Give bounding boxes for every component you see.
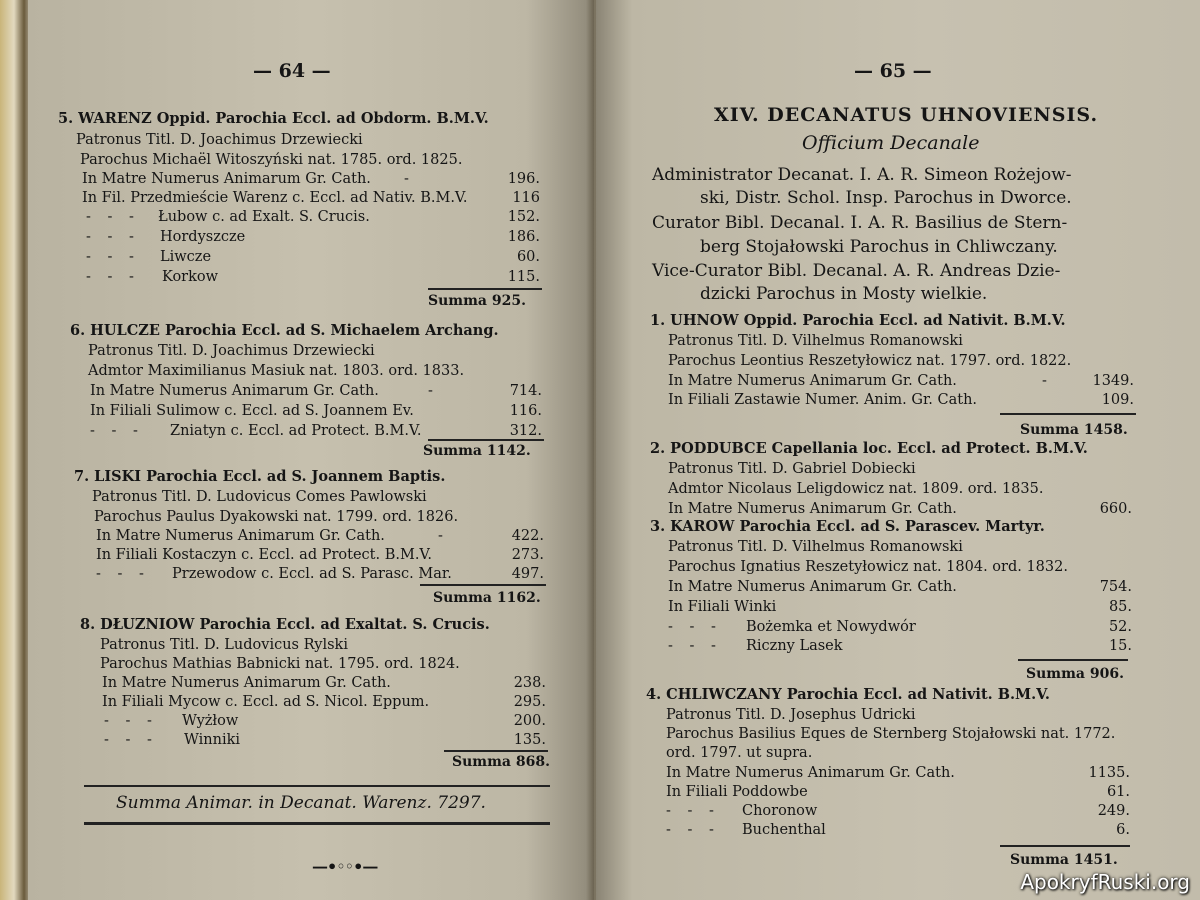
ditto-dashes: - - - (96, 566, 150, 582)
filiale-line: Choronow (742, 803, 818, 819)
count-value: 186. (507, 229, 540, 245)
filiale-line: In Filiali Winki (668, 599, 777, 615)
dot-leader: - (404, 171, 409, 187)
ditto-dashes: - - - (104, 713, 158, 729)
count-value: 85. (1108, 599, 1132, 615)
right-page (596, 0, 1200, 900)
dot-leader: - (428, 383, 433, 399)
ditto-dashes: - - - (104, 732, 158, 748)
ditto-dashes: - - - (86, 209, 140, 225)
count-value: 238. (513, 675, 546, 691)
sum-rule (428, 439, 544, 441)
sum-rule (1000, 845, 1130, 847)
count-value: 60. (516, 249, 540, 265)
count-value: 116. (509, 403, 542, 419)
officium-line: ski, Distr. Schol. Insp. Parochus in Dworce. (700, 188, 1072, 208)
filiale-line: In Filiali Poddowbe (666, 784, 808, 800)
officium-line: dzicki Parochus in Mosty wielkie. (700, 284, 988, 304)
filiale-line: Hordyszcze (160, 229, 246, 245)
count-value: 273. (511, 547, 544, 563)
decanatus-title: XIV. DECANATUS UHNOVIENSIS. (714, 104, 1099, 126)
dot-leader: - (1042, 373, 1047, 389)
ditto-dashes: - - - (666, 822, 720, 838)
matre-line: In Matre Numerus Animarum Gr. Cath. (666, 765, 955, 781)
patron-line: Patronus Titl. D. Josephus Udricki (666, 707, 916, 723)
count-value: 312. (509, 423, 542, 439)
matre-line: In Matre Numerus Animarum Gr. Cath. (668, 579, 957, 595)
page-number-64: — 64 — (253, 60, 331, 82)
officium-line: Vice-Curator Bibl. Decanal. A. R. Andreas Dzie- (652, 261, 1061, 281)
summa: Summa 1458. (1020, 422, 1128, 438)
dot-leader: - (438, 528, 443, 544)
count-value: 714. (509, 383, 542, 399)
ditto-dashes: - - - (666, 803, 720, 819)
admtor-line: Admtor Maximilianus Masiuk nat. 1803. ord. 1833. (88, 363, 465, 379)
matre-line: In Matre Numerus Animarum Gr. Cath. (82, 171, 371, 187)
patron-line: Patronus Titl. D. Vilhelmus Romanowski (668, 539, 963, 555)
filiale-line: Zniatyn c. Eccl. ad Protect. B.M.V. (170, 423, 422, 439)
officium-subtitle: Officium Decanale (802, 132, 980, 154)
parochus-line-cont: ord. 1797. ut supra. (666, 745, 813, 761)
parochus-line: Parochus Paulus Dyakowski nat. 1799. ord. 1826. (94, 509, 459, 525)
count-value: 115. (507, 269, 540, 285)
ditto-dashes: - - - (86, 269, 140, 285)
parish-heading: 4. CHLIWCZANY Parochia Eccl. ad Nativit. B.M.V. (646, 686, 1050, 703)
count-value: 15. (1108, 638, 1132, 654)
ditto-dashes: - - - (668, 638, 722, 654)
filiale-line: Winniki (184, 732, 241, 748)
ditto-dashes: - - - (86, 229, 140, 245)
patron-line: Patronus Titl. D. Vilhelmus Romanowski (668, 333, 963, 349)
count-value: 1135. (1088, 765, 1130, 781)
filiale-line: Korkow (162, 269, 219, 285)
count-value: 6. (1116, 822, 1130, 838)
count-value: 200. (513, 713, 546, 729)
decanat-total: Summa Animar. in Decanat. Warenz. 7297. (116, 793, 486, 813)
officium-line: Administrator Decanat. I. A. R. Simeon Rożejow- (652, 165, 1072, 185)
matre-line: In Matre Numerus Animarum Gr. Cath. (668, 501, 957, 517)
count-value: 249. (1097, 803, 1130, 819)
matre-line: In Matre Numerus Animarum Gr. Cath. (96, 528, 385, 544)
parish-heading: 8. DŁUZNIOW Parochia Eccl. ad Exaltat. S. Crucis. (80, 616, 490, 633)
filiale-line: Przewodow c. Eccl. ad S. Parasc. Mar. (172, 566, 452, 582)
filiale-line: Bożemka et Nowydwór (746, 619, 916, 635)
summa: Summa 1451. (1010, 852, 1118, 868)
filiale-line: In Filiali Mycow c. Eccl. ad S. Nicol. Eppum. (102, 694, 430, 710)
filiale-line: Liwcze (160, 249, 212, 265)
patron-line: Patronus Titl. D. Ludovicus Comes Pawlowski (92, 489, 427, 505)
summa: Summa 868. (452, 754, 550, 770)
officium-line: berg Stojałowski Parochus in Chliwczany. (700, 237, 1058, 257)
count-value: 196. (507, 171, 540, 187)
officium-line: Curator Bibl. Decanal. I. A. R. Basilius de Stern- (652, 213, 1068, 233)
parochus-line: Parochus Leontius Reszetyłowicz nat. 1797. ord. 1822. (668, 353, 1072, 369)
total-rule-top (84, 785, 550, 787)
sum-rule (428, 288, 542, 290)
count-value: 116 (512, 190, 540, 206)
filiale-line: Łubow c. ad Exalt. S. Crucis. (158, 209, 370, 225)
count-value: 61. (1106, 784, 1130, 800)
count-value: 109. (1101, 392, 1134, 408)
sum-rule (420, 584, 546, 586)
filiale-line: In Filiali Sulimow c. Eccl. ad S. Joannem Ev. (90, 403, 414, 419)
parish-heading: 1. UHNOW Oppid. Parochia Eccl. ad Nativit. B.M.V. (650, 312, 1066, 329)
filiale-line: Buchenthal (742, 822, 826, 838)
parochus-line: Parochus Mathias Babnicki nat. 1795. ord. 1824. (100, 656, 460, 672)
parochus-line: Parochus Basilius Eques de Sternberg Stojałowski nat. 1772. (666, 726, 1116, 742)
sum-rule (444, 750, 548, 752)
parish-heading: 3. KAROW Parochia Eccl. ad S. Parascev. Martyr. (650, 518, 1045, 535)
filiale-line: In Fil. Przedmieście Warenz c. Eccl. ad Nativ. B.M.V. (82, 190, 468, 206)
count-value: 52. (1108, 619, 1132, 635)
matre-line: In Matre Numerus Animarum Gr. Cath. (668, 373, 957, 389)
count-value: 422. (511, 528, 544, 544)
count-value: 660. (1099, 501, 1132, 517)
summa: Summa 906. (1026, 666, 1124, 682)
parish-heading: 7. LISKI Parochia Eccl. ad S. Joannem Baptis. (74, 468, 446, 485)
count-value: 754. (1099, 579, 1132, 595)
ditto-dashes: - - - (90, 423, 144, 439)
admtor-line: Admtor Nicolaus Leligdowicz nat. 1809. ord. 1835. (668, 481, 1044, 497)
page-number-65: — 65 — (854, 60, 932, 82)
parish-heading: 2. PODDUBCE Capellania loc. Eccl. ad Protect. B.M.V. (650, 440, 1088, 457)
filiale-line: Riczny Lasek (746, 638, 843, 654)
parish-heading: 6. HULCZE Parochia Eccl. ad S. Michaelem Archang. (70, 322, 499, 339)
filiale-line: In Filiali Kostaczyn c. Eccl. ad Protect. B.M.V. (96, 547, 432, 563)
count-value: 1349. (1092, 373, 1134, 389)
matre-line: In Matre Numerus Animarum Gr. Cath. (102, 675, 391, 691)
parish-heading: 5. WARENZ Oppid. Parochia Eccl. ad Obdorm. B.M.V. (58, 110, 489, 127)
total-rule-bottom (84, 822, 550, 825)
count-value: 295. (513, 694, 546, 710)
patron-line: Patronus Titl. D. Joachimus Drzewiecki (88, 343, 375, 359)
ditto-dashes: - - - (668, 619, 722, 635)
summa: Summa 1162. (433, 590, 541, 606)
filiale-line: In Filiali Zastawie Numer. Anim. Gr. Cath. (668, 392, 978, 408)
sum-rule (1000, 413, 1136, 415)
summa: Summa 1142. (423, 443, 531, 459)
left-page (28, 0, 594, 900)
ornament: —•◦◦•— (312, 857, 378, 876)
ditto-dashes: - - - (86, 249, 140, 265)
count-value: 135. (513, 732, 546, 748)
count-value: 152. (507, 209, 540, 225)
watermark: ApokryfRuski.org (1020, 870, 1190, 894)
patron-line: Patronus Titl. D. Ludovicus Rylski (100, 637, 348, 653)
summa: Summa 925. (428, 293, 526, 309)
patron-line: Patronus Titl. D. Joachimus Drzewiecki (76, 132, 363, 148)
parochus-line: Parochus Ignatius Reszetyłowicz nat. 1804. ord. 1832. (668, 559, 1068, 575)
matre-line: In Matre Numerus Animarum Gr. Cath. (90, 383, 379, 399)
sum-rule (1018, 659, 1128, 661)
parochus-line: Parochus Michaël Witoszyński nat. 1785. ord. 1825. (80, 152, 463, 168)
count-value: 497. (511, 566, 544, 582)
patron-line: Patronus Titl. D. Gabriel Dobiecki (668, 461, 916, 477)
filiale-line: Wyżłow (182, 713, 239, 729)
